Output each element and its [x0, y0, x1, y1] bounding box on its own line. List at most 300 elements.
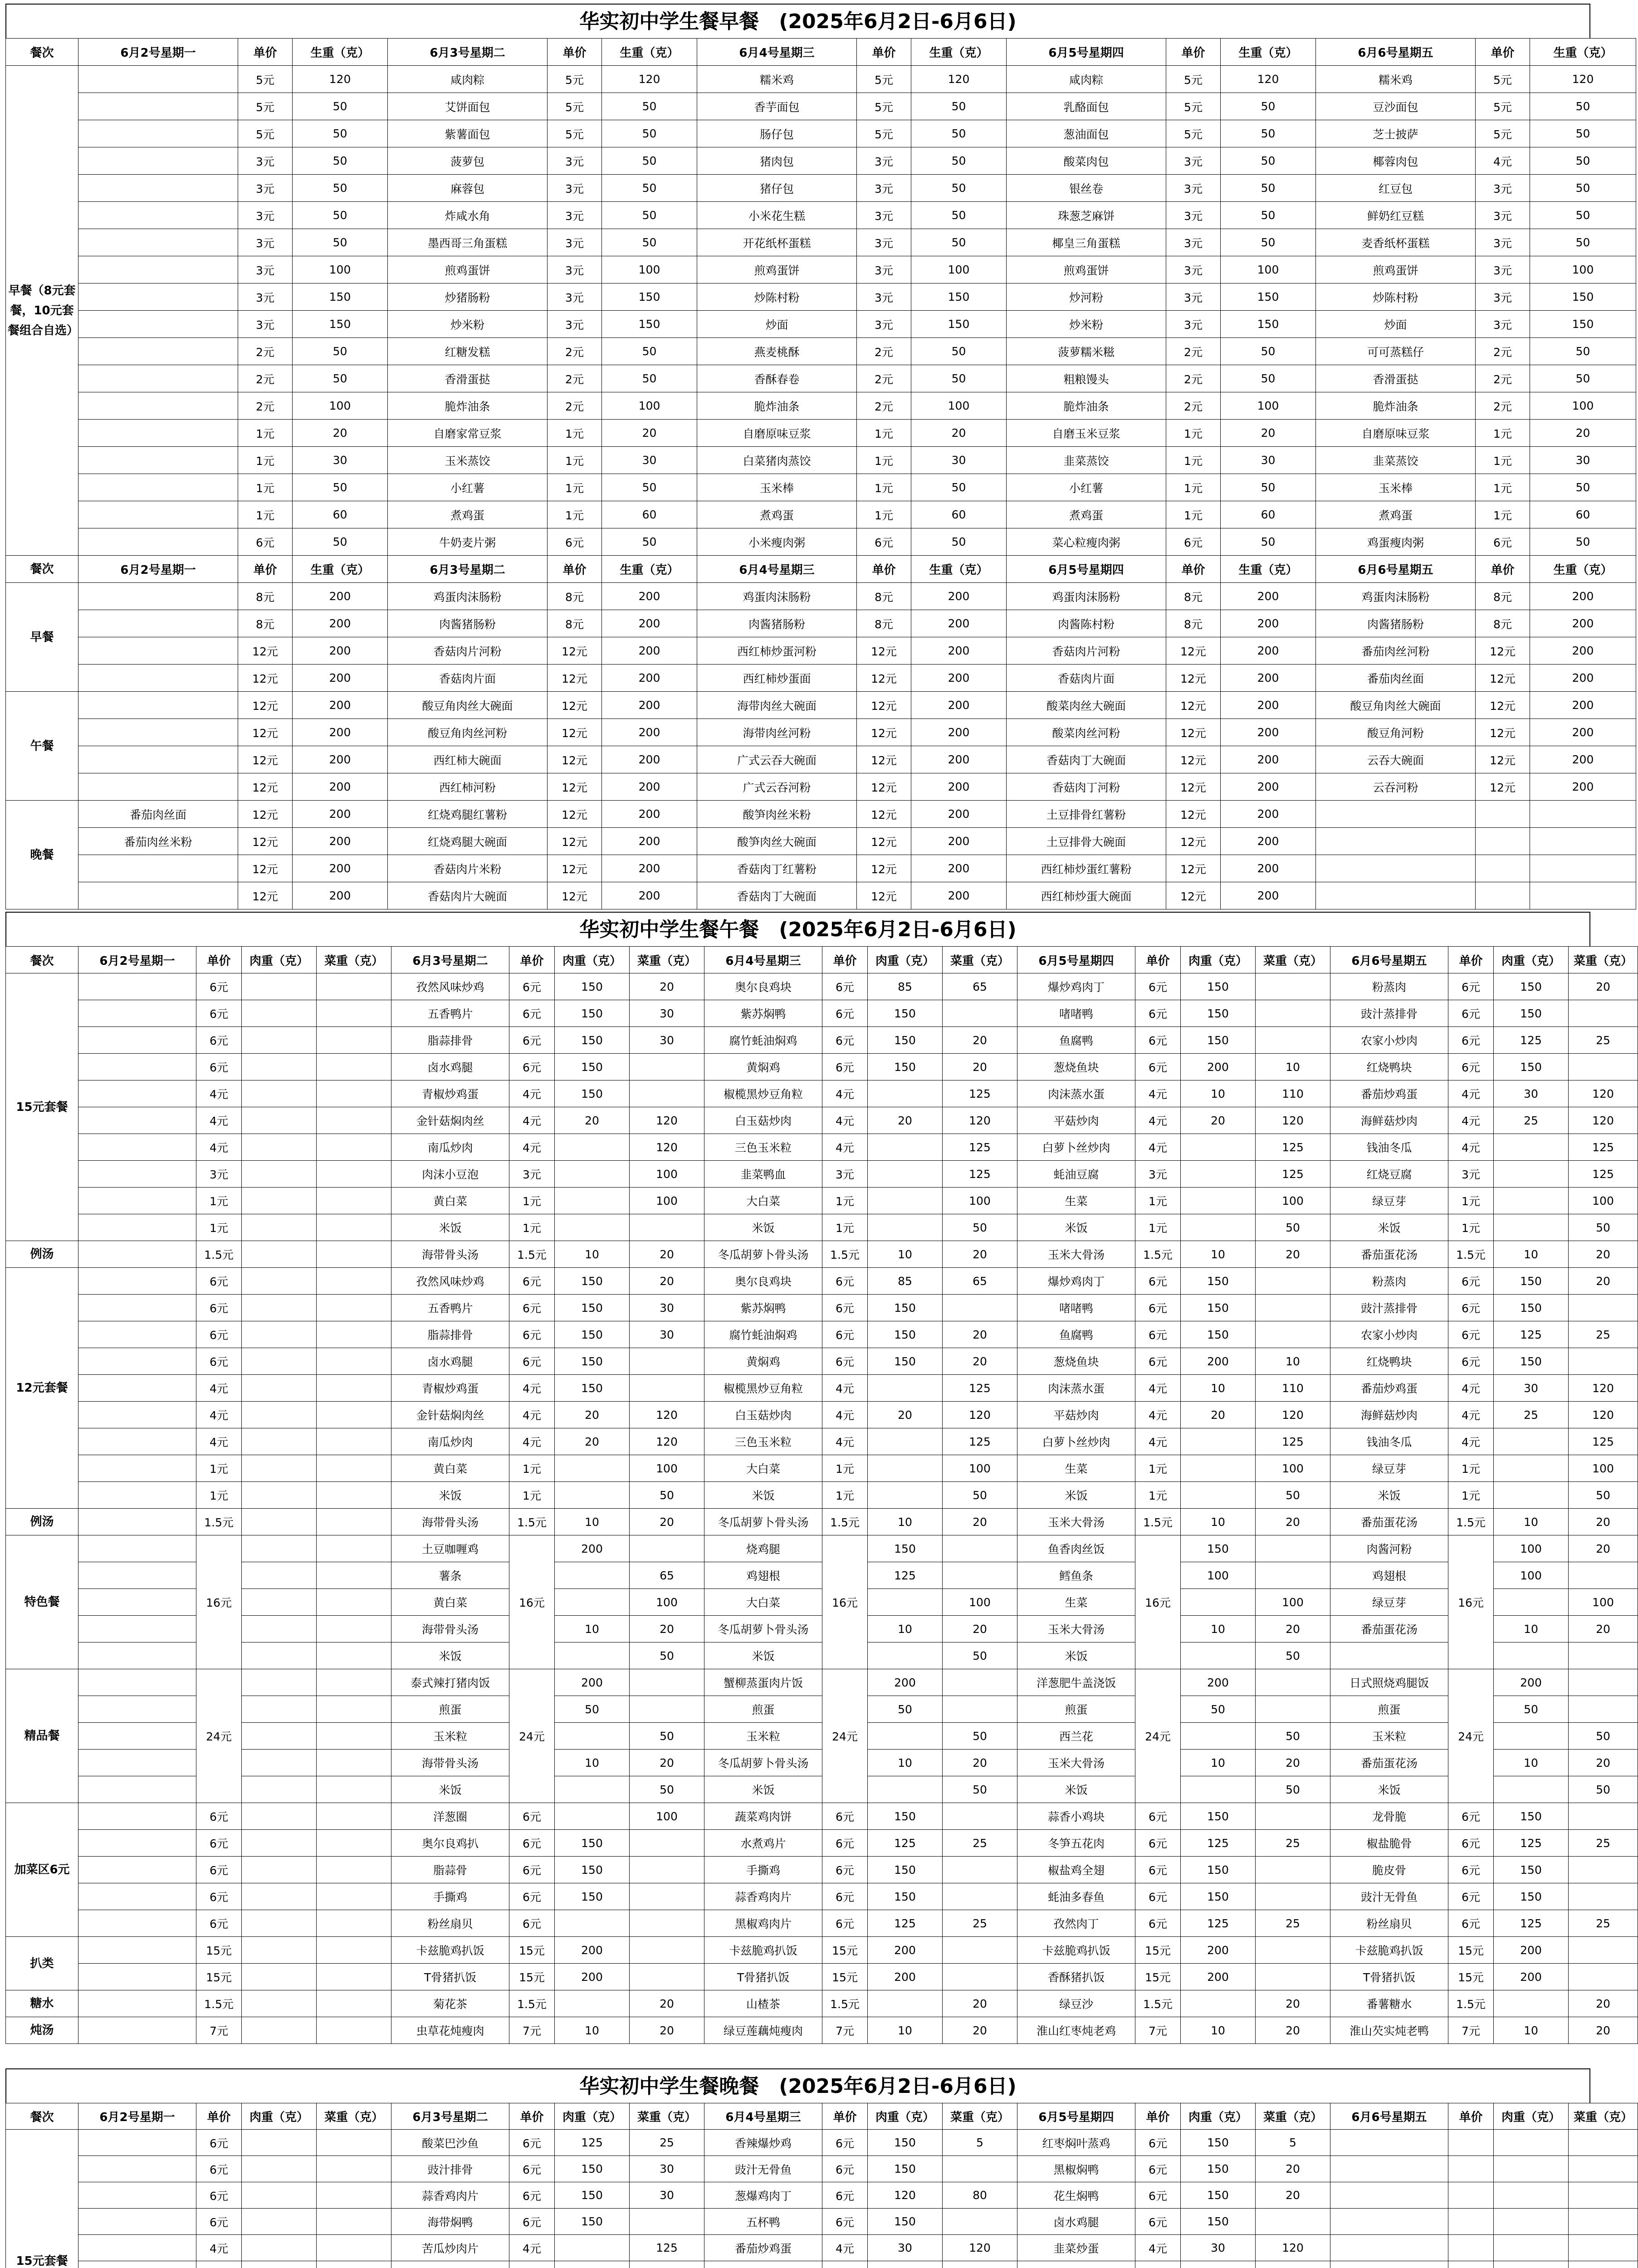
table-row: [6, 1642, 1638, 1669]
table-cell: 30: [630, 1027, 704, 1054]
table-cell: [317, 1321, 391, 1348]
table-cell: [630, 2261, 704, 2268]
table-cell: 广式云吞大碗面: [697, 746, 857, 773]
table-cell: 150: [1221, 311, 1316, 338]
table-row: [6, 1776, 1638, 1803]
table-cell: 3元: [238, 147, 293, 175]
table-cell: 150: [555, 1080, 630, 1107]
table-cell: 20: [555, 1107, 630, 1134]
table-cell: 蚝油豆腐: [1017, 1161, 1135, 1188]
table-cell: 6元: [822, 1027, 868, 1054]
table-cell: 200: [911, 692, 1007, 719]
table-cell: 125: [943, 1161, 1017, 1188]
table-cell: [317, 1054, 391, 1080]
table-cell: 50: [911, 365, 1007, 392]
table-cell: 150: [555, 1883, 630, 1910]
table-cell: 煎蛋: [1017, 1696, 1135, 1723]
table-cell: 100: [630, 1161, 704, 1188]
table-cell: 卤水鸡腿: [1017, 2209, 1135, 2235]
table-cell: 冬笋五花肉: [1017, 1830, 1135, 1857]
table-cell: 6元: [1135, 1054, 1181, 1080]
table-row: [6, 2261, 1638, 2268]
table-cell: 15元: [196, 1964, 242, 1990]
table-cell: 150: [868, 1027, 943, 1054]
table-row: [6, 692, 1636, 719]
table-cell: 单价: [1476, 556, 1530, 583]
table-cell: 6元: [196, 1295, 242, 1321]
table-cell: 15元: [822, 1937, 868, 1964]
table-cell: 25: [1569, 1027, 1638, 1054]
table-cell: 125: [1256, 1428, 1330, 1455]
table-cell: 4元: [509, 1134, 555, 1161]
table-cell: [1494, 1990, 1569, 2017]
table-cell: 红烧鸭块: [1330, 1348, 1448, 1375]
table-cell: 10: [1181, 1080, 1256, 1107]
table-cell: [317, 1214, 391, 1241]
table-cell: [317, 1803, 391, 1830]
table-row: [6, 501, 1636, 528]
table-cell: 30: [1181, 2235, 1256, 2261]
table-cell: [78, 93, 238, 120]
table-cell: [943, 2209, 1017, 2235]
table-cell: 番茄肉丝河粉: [1316, 637, 1476, 665]
table-cell: [1256, 2209, 1330, 2235]
table-cell: 50: [911, 229, 1007, 256]
table-cell: [242, 1830, 317, 1857]
table-cell: 香菇肉片米粉: [388, 855, 548, 882]
table-cell: 150: [555, 2182, 630, 2209]
table-cell: 6月4号星期三: [704, 947, 822, 973]
table-cell: 50: [1530, 93, 1636, 120]
table-cell: 200: [1494, 1937, 1569, 1964]
table-cell: 120: [293, 66, 388, 93]
table-cell: 艾饼面包: [388, 93, 548, 120]
table-cell: [78, 1616, 196, 1642]
table-cell: 10: [1494, 1616, 1569, 1642]
table-cell: [1530, 882, 1636, 909]
table-cell: 100: [1569, 1188, 1638, 1214]
table-cell: 玉米大骨汤: [1017, 1750, 1135, 1776]
table-cell: 200: [1181, 1348, 1256, 1375]
table-cell: [1476, 882, 1530, 909]
table-cell: 香滑蛋挞: [1316, 365, 1476, 392]
table-row: [6, 1964, 1638, 1990]
table-cell: [78, 973, 196, 1000]
table-cell: 12元: [548, 746, 602, 773]
table-cell: 酸豆角肉丝河粉: [388, 719, 548, 746]
table-cell: 10: [1181, 1241, 1256, 1268]
table-cell: 4元: [1135, 1402, 1181, 1428]
table-cell: [317, 1161, 391, 1188]
table-cell: 1.5元: [509, 1241, 555, 1268]
table-cell: 自磨家常豆浆: [388, 420, 548, 447]
table-cell: 玉米棒: [1316, 474, 1476, 501]
table-cell: [1569, 1696, 1638, 1723]
table-cell: 200: [293, 773, 388, 801]
table-cell: 土豆排骨红薯粉: [1007, 801, 1166, 828]
table-cell: [317, 1348, 391, 1375]
table-cell: 2元: [857, 338, 911, 365]
table-cell: 6月3号星期二: [388, 556, 548, 583]
table-cell: 椒榄黑炒豆角粒: [704, 1080, 822, 1107]
table-cell: 12元: [238, 882, 293, 909]
table-cell: 120: [943, 1402, 1017, 1428]
table-cell: [317, 1883, 391, 1910]
table-cell: 20: [630, 1990, 704, 2017]
table-cell: 7元: [196, 2017, 242, 2044]
table-cell: 20: [1181, 1107, 1256, 1134]
table-cell: 25: [1569, 1830, 1638, 1857]
table-cell: 8元: [1476, 610, 1530, 637]
table-cell: 200: [1221, 692, 1316, 719]
table-cell: 150: [1181, 1321, 1256, 1348]
table-cell: 酸菜肉包: [1007, 147, 1166, 175]
table-cell: [1256, 973, 1330, 1000]
table-cell: 10: [1181, 1375, 1256, 1402]
table-cell: 6元: [1448, 1803, 1494, 1830]
table-cell: 五杯鸭: [704, 2209, 822, 2235]
table-cell: 燕麦桃酥: [697, 338, 857, 365]
table-cell: 150: [1181, 1803, 1256, 1830]
table-cell: 150: [1221, 284, 1316, 311]
table-cell: 50: [1221, 147, 1316, 175]
table-cell: 20: [1569, 1241, 1638, 1268]
table-cell: [78, 1134, 196, 1161]
table-cell: 150: [1181, 1000, 1256, 1027]
table-cell: 200: [293, 828, 388, 855]
table-cell: 200: [868, 1964, 943, 1990]
table-cell: 煎蛋: [704, 1696, 822, 1723]
table-cell: 20: [943, 1054, 1017, 1080]
table-cell: 125: [1181, 1830, 1256, 1857]
table-cell: 6元: [509, 1295, 555, 1321]
table-cell: [1330, 2130, 1448, 2156]
table-cell: 120: [1256, 1107, 1330, 1134]
table-cell: 香滑蛋挞: [388, 365, 548, 392]
table-cell: [1494, 1723, 1569, 1750]
table-cell: 200: [911, 773, 1007, 801]
table-cell: 香菇肉片河粉: [388, 637, 548, 665]
table-cell: [317, 1642, 391, 1669]
table-cell: 200: [1221, 610, 1316, 637]
table-cell: 10: [1256, 1054, 1330, 1080]
table-cell: 农家小炒肉: [1330, 1321, 1448, 1348]
table-row: [6, 1990, 1638, 2017]
table-cell: [868, 1214, 943, 1241]
table-cell: [943, 1803, 1017, 1830]
table-cell: [78, 1268, 196, 1295]
table-cell: 50: [293, 175, 388, 202]
table-cell: 爆炒鸡肉丁: [1017, 973, 1135, 1000]
table-cell: 5元: [548, 66, 602, 93]
table-cell: 生重（克）: [911, 39, 1007, 66]
table-cell: 银丝卷: [1007, 175, 1166, 202]
table-cell: 6元: [1166, 528, 1221, 556]
table-cell: 100: [1256, 1188, 1330, 1214]
table-cell: [630, 1696, 704, 1723]
table-cell: 20: [602, 420, 697, 447]
lunch-title: 华实初中学生餐午餐 (2025年6月2日-6月6日): [5, 912, 1590, 946]
table-cell: 6元: [1448, 1857, 1494, 1883]
table-cell: 煎鸡蛋饼: [388, 256, 548, 284]
table-cell: 50: [293, 93, 388, 120]
table-cell: 20: [1569, 2017, 1638, 2044]
table-cell: [555, 1482, 630, 1509]
table-cell: 150: [1530, 311, 1636, 338]
table-cell: 20: [943, 2017, 1017, 2044]
table-cell: [78, 120, 238, 147]
table-cell: [78, 2182, 196, 2209]
table-cell: 30: [868, 2235, 943, 2261]
table-cell: [1569, 2182, 1638, 2209]
table-cell: 12元: [1166, 746, 1221, 773]
table-cell: [1494, 1188, 1569, 1214]
table-row: [6, 1080, 1638, 1107]
table-cell: [78, 284, 238, 311]
table-cell: [1256, 1803, 1330, 1830]
table-cell: [78, 1161, 196, 1188]
table-cell: [242, 1616, 317, 1642]
table-cell: 生重（克）: [602, 556, 697, 583]
table-cell: 2元: [1166, 392, 1221, 420]
table-cell: 150: [1494, 1054, 1569, 1080]
table-cell: 玉米粒: [1330, 1723, 1448, 1750]
meal-group-label: 餐次: [6, 556, 78, 583]
table-cell: [555, 1455, 630, 1482]
table-cell: 200: [602, 583, 697, 610]
table-row: [6, 1348, 1638, 1375]
table-row: [6, 1750, 1638, 1776]
table-cell: [317, 1241, 391, 1268]
table-cell: 12元: [548, 773, 602, 801]
table-cell: 200: [293, 692, 388, 719]
table-cell: 海带肉丝河粉: [697, 719, 857, 746]
table-cell: [1569, 1883, 1638, 1910]
table-cell: 肉重（克）: [1494, 947, 1569, 973]
table-cell: 手撕鸡: [704, 1857, 822, 1883]
table-cell: [555, 2235, 630, 2261]
table-cell: [317, 1188, 391, 1214]
meal-group-label: 扒类: [6, 1937, 78, 1990]
table-cell: 20: [630, 2017, 704, 2044]
table-cell: [78, 1321, 196, 1348]
meal-group-label: 例汤: [6, 1241, 78, 1268]
table-cell: 200: [868, 1669, 943, 1696]
table-cell: 150: [868, 1000, 943, 1027]
table-cell: 12元: [1166, 855, 1221, 882]
table-cell: [1494, 2156, 1569, 2182]
table-cell: 葱爆鸡肉丁: [704, 2182, 822, 2209]
table-cell: 3元: [509, 1161, 555, 1188]
table-cell: 6元: [1135, 1883, 1181, 1910]
table-row: [6, 284, 1636, 311]
table-cell: 红烧豆腐: [1330, 1161, 1448, 1188]
table-cell: [1476, 855, 1530, 882]
table-cell: 菜心粒瘦肉粥: [1007, 528, 1166, 556]
table-cell: 200: [1530, 746, 1636, 773]
table-cell: 绿豆芽: [1330, 1589, 1448, 1616]
table-cell: 4元: [822, 1375, 868, 1402]
table-cell: 50: [630, 1482, 704, 1509]
table-cell: [943, 1562, 1017, 1589]
table-cell: 6元: [1135, 2209, 1181, 2235]
table-cell: 1元: [1476, 447, 1530, 474]
table-cell: 豉汁无骨鱼: [704, 2156, 822, 2182]
table-cell: 黄白菜: [391, 1589, 509, 1616]
table-cell: 1元: [238, 447, 293, 474]
table-cell: [242, 1402, 317, 1428]
table-cell: 4元: [196, 1080, 242, 1107]
table-cell: [630, 1669, 704, 1696]
table-row: [6, 392, 1636, 420]
table-cell: 200: [293, 882, 388, 909]
table-cell: 1.5元: [509, 1509, 555, 1535]
table-cell: 6元: [196, 1000, 242, 1027]
table-cell: 煮鸡蛋: [1007, 501, 1166, 528]
price-cell: 16元: [822, 1535, 868, 1669]
table-cell: 6元: [822, 1321, 868, 1348]
table-cell: 120: [630, 1402, 704, 1428]
table-cell: 葱烧鱼块: [1017, 1348, 1135, 1375]
table-cell: 咸肉粽: [388, 66, 548, 93]
table-cell: 100: [1221, 256, 1316, 284]
table-cell: 12元: [548, 665, 602, 692]
table-cell: 黄焖鸡: [704, 1054, 822, 1080]
breakfast-section: [5, 4, 1613, 909]
table-cell: 200: [1181, 1937, 1256, 1964]
price-cell: 24元: [822, 1669, 868, 1803]
table-cell: [1181, 1642, 1256, 1669]
table-cell: 30: [630, 2156, 704, 2182]
table-cell: 手撕鸡: [391, 1883, 509, 1910]
table-cell: 120: [630, 1134, 704, 1161]
table-cell: 200: [868, 1937, 943, 1964]
table-cell: 3元: [548, 284, 602, 311]
table-cell: 25: [630, 2130, 704, 2156]
table-cell: 6月3号星期二: [391, 2103, 509, 2130]
table-cell: 30: [630, 1000, 704, 1027]
table-cell: [317, 1295, 391, 1321]
table-cell: 15元: [1448, 1937, 1494, 1964]
table-row: [6, 447, 1636, 474]
table-cell: 粉蒸肉: [1330, 1268, 1448, 1295]
table-cell: 10: [555, 1616, 630, 1642]
table-cell: 12元: [1166, 692, 1221, 719]
table-row: [6, 719, 1636, 746]
table-cell: 60: [602, 501, 697, 528]
table-cell: [78, 147, 238, 175]
table-cell: 3元: [238, 311, 293, 338]
table-cell: 6元: [1448, 1054, 1494, 1080]
table-cell: 50: [1221, 120, 1316, 147]
table-cell: 脆炸油条: [1316, 392, 1476, 420]
table-cell: 12元: [857, 773, 911, 801]
table-cell: 椒盐鸡全翅: [1017, 1857, 1135, 1883]
table-cell: 12元: [548, 828, 602, 855]
table-cell: [1181, 1161, 1256, 1188]
table-cell: [868, 2261, 943, 2268]
table-cell: 自磨原味豆浆: [1316, 420, 1476, 447]
table-cell: 150: [555, 1830, 630, 1857]
table-cell: 1元: [1166, 474, 1221, 501]
table-cell: 120: [943, 2235, 1017, 2261]
table-cell: [1448, 2209, 1494, 2235]
table-cell: 1元: [822, 1455, 868, 1482]
table-cell: [78, 1402, 196, 1428]
price-cell: 16元: [1448, 1535, 1494, 1669]
table-cell: 海带骨头汤: [391, 1509, 509, 1535]
table-cell: 4元: [509, 1080, 555, 1107]
table-cell: 土豆咖喱鸡: [391, 1535, 509, 1562]
table-cell: 50: [293, 474, 388, 501]
table-cell: 150: [868, 1883, 943, 1910]
table-cell: 15元: [1135, 1937, 1181, 1964]
table-cell: 番茄蛋花汤: [1330, 1750, 1448, 1776]
table-cell: 20: [630, 1750, 704, 1776]
table-cell: [868, 1776, 943, 1803]
table-cell: 50: [555, 1696, 630, 1723]
table-cell: 6元: [196, 2130, 242, 2156]
table-cell: 80: [943, 2182, 1017, 2209]
table-cell: [630, 1348, 704, 1375]
table-cell: 1元: [1448, 1214, 1494, 1241]
table-cell: 4元: [822, 1107, 868, 1134]
table-cell: 150: [555, 1027, 630, 1054]
table-cell: [78, 2209, 196, 2235]
table-cell: 5元: [1166, 120, 1221, 147]
table-cell: 150: [555, 1268, 630, 1295]
table-cell: 菜重（克）: [317, 2103, 391, 2130]
table-cell: 125: [1256, 1161, 1330, 1188]
table-cell: 米饭: [704, 1214, 822, 1241]
table-cell: 玉米粒: [704, 1723, 822, 1750]
table-cell: 6月6号星期五: [1316, 39, 1476, 66]
table-cell: 150: [868, 1348, 943, 1375]
table-cell: 6元: [1135, 1803, 1181, 1830]
table-cell: 玉米大骨汤: [1017, 1241, 1135, 1268]
table-cell: 8元: [238, 610, 293, 637]
table-cell: 100: [293, 392, 388, 420]
table-cell: 1元: [1135, 1455, 1181, 1482]
table-cell: 6元: [509, 1803, 555, 1830]
table-cell: 小米花生糕: [697, 202, 857, 229]
table-cell: 20: [555, 1402, 630, 1428]
table-cell: 50: [1221, 338, 1316, 365]
table-cell: 自磨玉米豆浆: [1007, 420, 1166, 447]
table-cell: 1元: [822, 1482, 868, 1509]
table-cell: 西红柿大碗面: [388, 746, 548, 773]
table-cell: 150: [868, 1321, 943, 1348]
table-cell: 30: [1530, 447, 1636, 474]
table-cell: 6月5号星期四: [1017, 947, 1135, 973]
table-cell: 5元: [857, 93, 911, 120]
table-row: [6, 93, 1636, 120]
table-cell: 1.5元: [1448, 1241, 1494, 1268]
table-cell: [78, 1535, 196, 1562]
table-cell: 6月6号星期五: [1316, 556, 1476, 583]
table-cell: 1元: [1135, 1214, 1181, 1241]
table-cell: 脆炸油条: [1007, 392, 1166, 420]
table-cell: 鱼腐鸭: [1017, 1027, 1135, 1054]
table-cell: [1256, 1937, 1330, 1964]
table-cell: 生重（克）: [1221, 556, 1316, 583]
table-cell: 肉重（克）: [242, 2103, 317, 2130]
table-cell: [78, 202, 238, 229]
table-cell: [868, 1134, 943, 1161]
table-cell: 100: [602, 392, 697, 420]
table-cell: 糯米鸡: [697, 66, 857, 93]
header-row: [6, 947, 1638, 973]
